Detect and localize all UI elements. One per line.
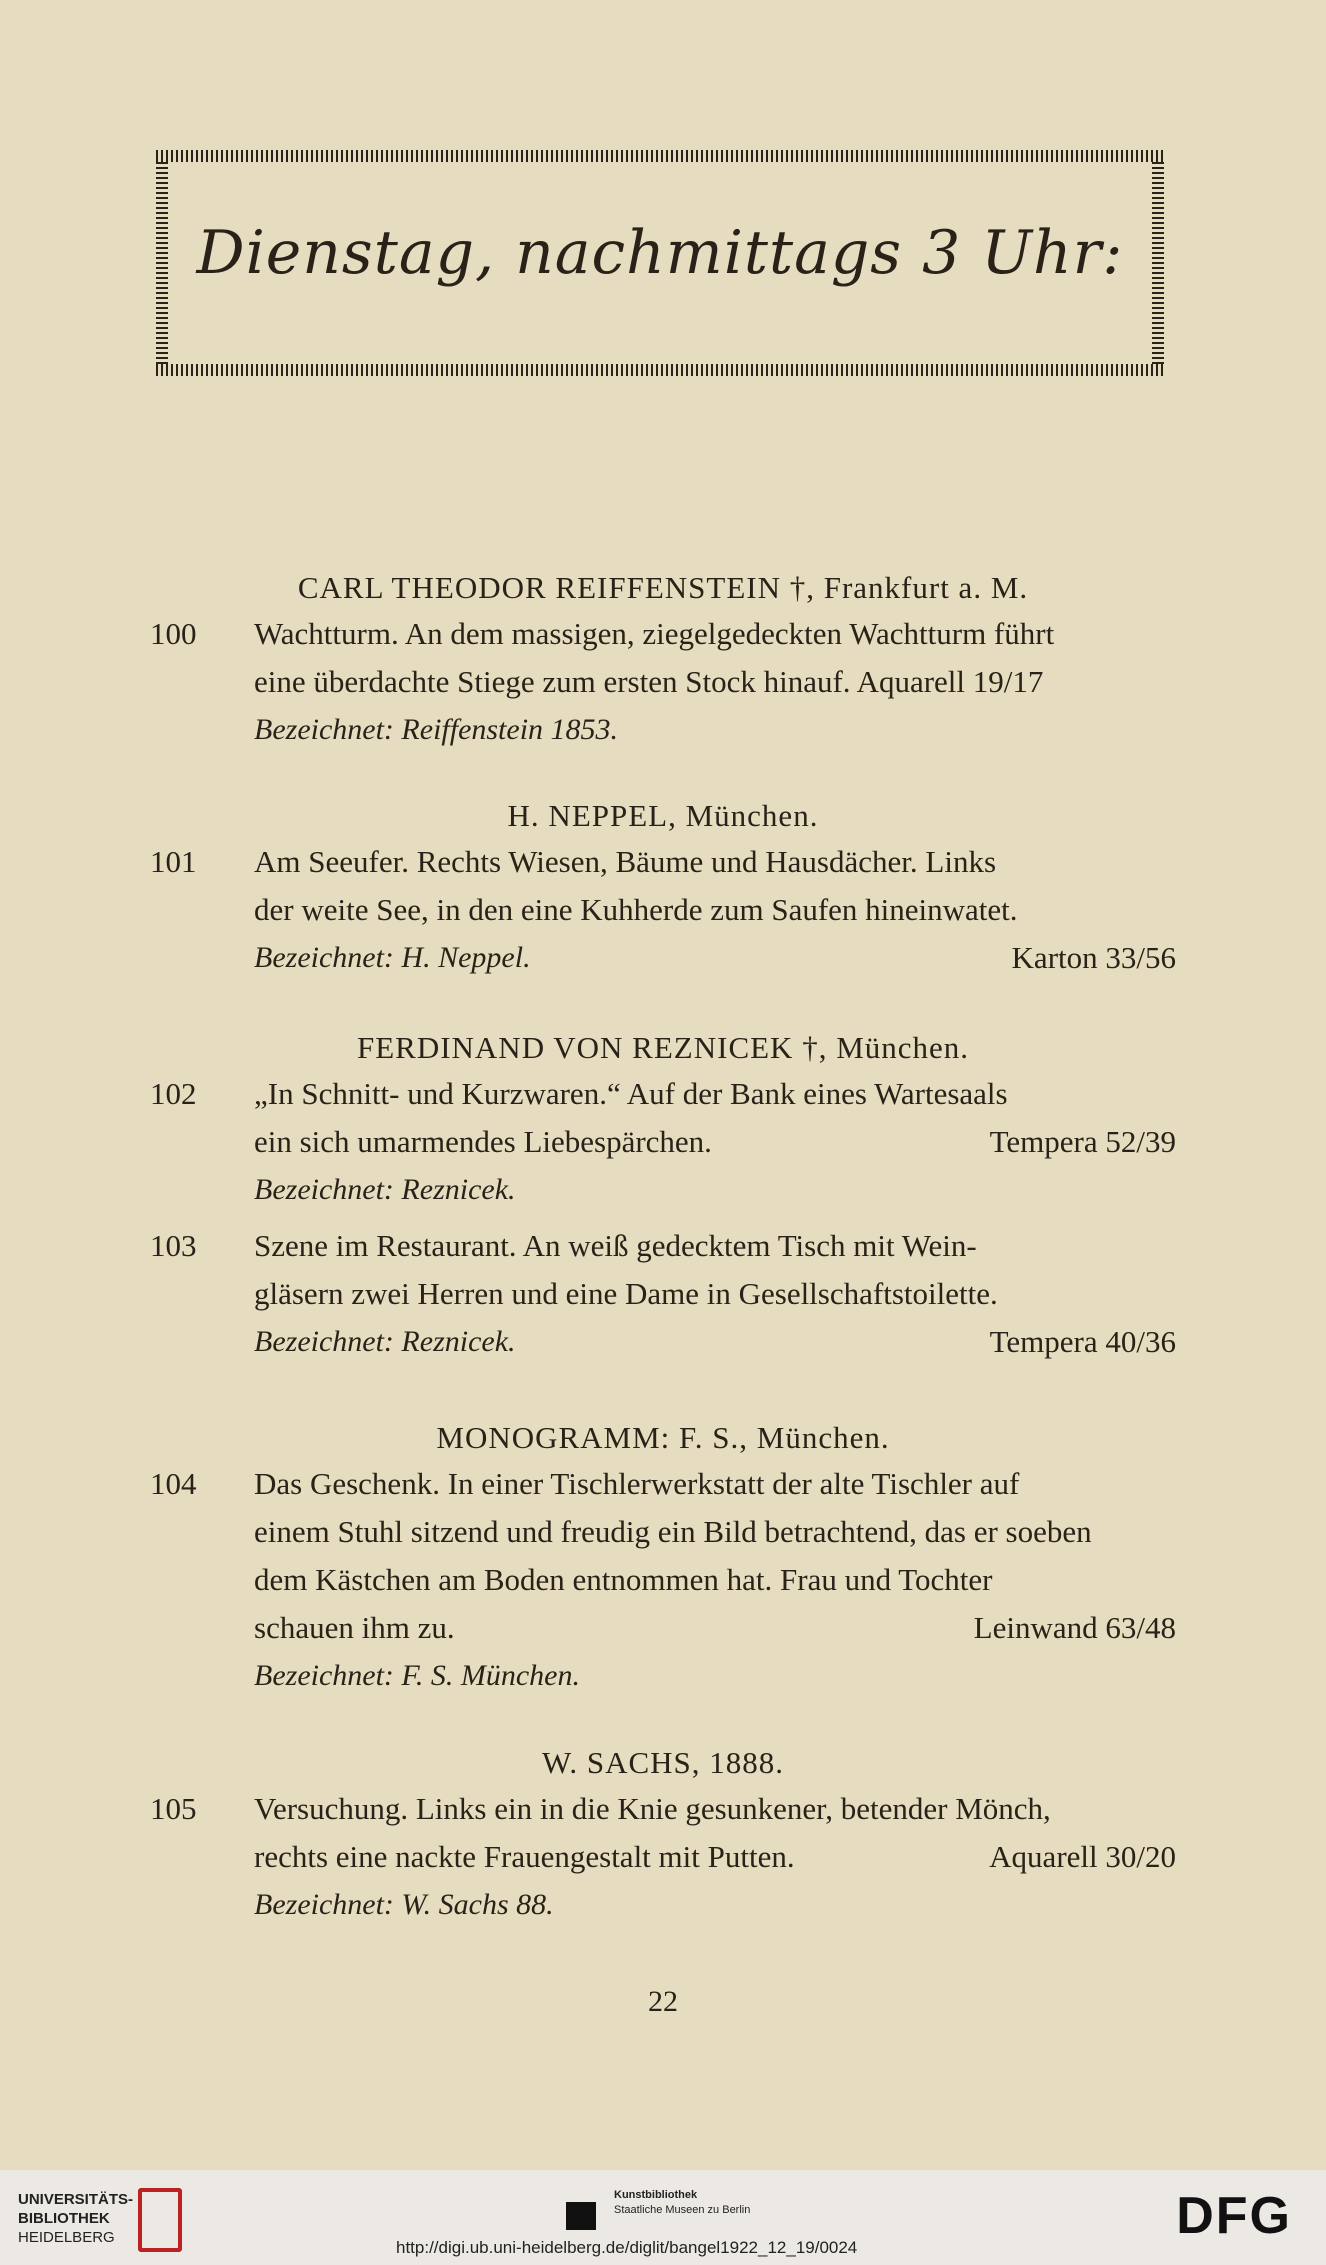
logo-text-line: HEIDELBERG: [18, 2229, 115, 2246]
university-library-logo[interactable]: [18, 2190, 133, 2247]
artist-heading: MONOGRAMM: F. S., München.: [436, 1420, 890, 1455]
kunstbibliothek-logo[interactable]: [614, 2188, 750, 2218]
signature: Bezeichnet: F. S. München.: [254, 1659, 581, 1692]
entry-text-line: einem Stuhl sitzend und freudig ein Bild betrachtend, das er soeben: [254, 1514, 1092, 1549]
university-mark-icon: [138, 2188, 182, 2252]
logo-text-line: Kunstbibliothek: [614, 2189, 698, 2201]
dfg-logo[interactable]: DFG: [1176, 2187, 1292, 2245]
logo-text-line: Staatliche Museen zu Berlin: [614, 2204, 751, 2216]
medium-dimensions: Tempera 52/39: [989, 1124, 1176, 1159]
lot-number: 104: [150, 1466, 197, 1501]
entry-text-line: Am Seeufer. Rechts Wiesen, Bäume und Hausdächer. Links: [254, 844, 997, 879]
artist-heading: FERDINAND VON REZNICEK †, München.: [356, 1030, 970, 1065]
permalink-url[interactable]: http://digi.ub.uni-heidelberg.de/diglit/bangel1922_12_19/0024: [396, 2238, 858, 2257]
entry-text-line: eine überdachte Stiege zum ersten Stock hinauf. Aquarell 19/17: [254, 664, 1044, 699]
entry-text-line: Wachtturm. An dem massigen, ziegelgedeckten Wachtturm führt: [254, 616, 1055, 651]
entry-text-line: ein sich umarmendes Liebespärchen.: [254, 1124, 712, 1159]
frame-border-top: [156, 150, 1164, 162]
entry-text-line: Versuchung. Links ein in die Knie gesunkener, betender Mönch,: [254, 1791, 1051, 1826]
signature: Bezeichnet: Reznicek.: [254, 1173, 516, 1206]
kunstbibliothek-logo-icon: [566, 2202, 596, 2230]
lot-number: 103: [150, 1228, 197, 1263]
section-neppel: [150, 798, 1176, 982]
catalog-entry: [150, 838, 1176, 982]
entry-text-line: der weite See, in den eine Kuhherde zum Saufen hineinwatet.: [254, 892, 1018, 927]
section-reznicek: [150, 1030, 1176, 1366]
catalog-entry: [150, 1460, 1176, 1700]
lot-number: 100: [150, 616, 197, 651]
logo-text-line: UNIVERSITÄTS-: [18, 2191, 134, 2208]
session-heading: Dienstag, nachmittags 3 Uhr:: [196, 218, 1124, 288]
entry-text-line: dem Kästchen am Boden entnommen hat. Frau und Tochter: [254, 1562, 993, 1597]
catalog-entry: [150, 1785, 1176, 1929]
artist-heading: CARL THEODOR REIFFENSTEIN †, Frankfurt a. M.: [297, 570, 1029, 605]
signature: Bezeichnet: H. Neppel.: [254, 941, 531, 974]
digitization-footer: [0, 2170, 1326, 2265]
artist-heading: W. SACHS, 1888.: [541, 1745, 785, 1780]
lot-number: 101: [150, 844, 197, 879]
entry-text-line: gläsern zwei Herren und eine Dame in Gesellschaftstoilette.: [254, 1276, 998, 1311]
lot-number: 102: [150, 1076, 197, 1111]
entry-text-line: rechts eine nackte Frauengestalt mit Putten.: [254, 1839, 795, 1874]
entry-text-line: Szene im Restaurant. An weiß gedecktem Tisch mit Wein-: [254, 1228, 977, 1263]
catalog-entry: [150, 1222, 1176, 1366]
catalog-entry: [150, 610, 1176, 754]
frame-border-bottom: [156, 364, 1164, 376]
medium-dimensions: Tempera 40/36: [989, 1324, 1176, 1359]
catalog-entry: [150, 1070, 1176, 1214]
lot-number: 105: [150, 1791, 197, 1826]
signature: Bezeichnet: Reiffenstein 1853.: [254, 713, 619, 746]
entry-text-line: „In Schnitt- und Kurzwaren.“ Auf der Bank eines Wartesaals: [254, 1076, 1008, 1111]
medium-dimensions: Aquarell 30/20: [989, 1839, 1176, 1874]
entry-text-line: Das Geschenk. In einer Tischlerwerkstatt der alte Tischler auf: [254, 1466, 1020, 1501]
signature: Bezeichnet: W. Sachs 88.: [254, 1888, 554, 1921]
section-reiffenstein: [150, 570, 1176, 754]
medium-dimensions: Karton 33/56: [1011, 940, 1176, 975]
artist-heading: H. NEPPEL, München.: [507, 798, 819, 833]
entry-text-line: schauen ihm zu.: [254, 1610, 455, 1645]
signature: Bezeichnet: Reznicek.: [254, 1325, 516, 1358]
header-frame: [156, 150, 1164, 376]
page-number: 22: [648, 1985, 678, 2018]
medium-dimensions: Leinwand 63/48: [973, 1610, 1176, 1645]
section-sachs: [150, 1745, 1176, 1929]
logo-text-line: BIBLIOTHEK: [18, 2210, 110, 2227]
section-monogram: [150, 1420, 1176, 1700]
